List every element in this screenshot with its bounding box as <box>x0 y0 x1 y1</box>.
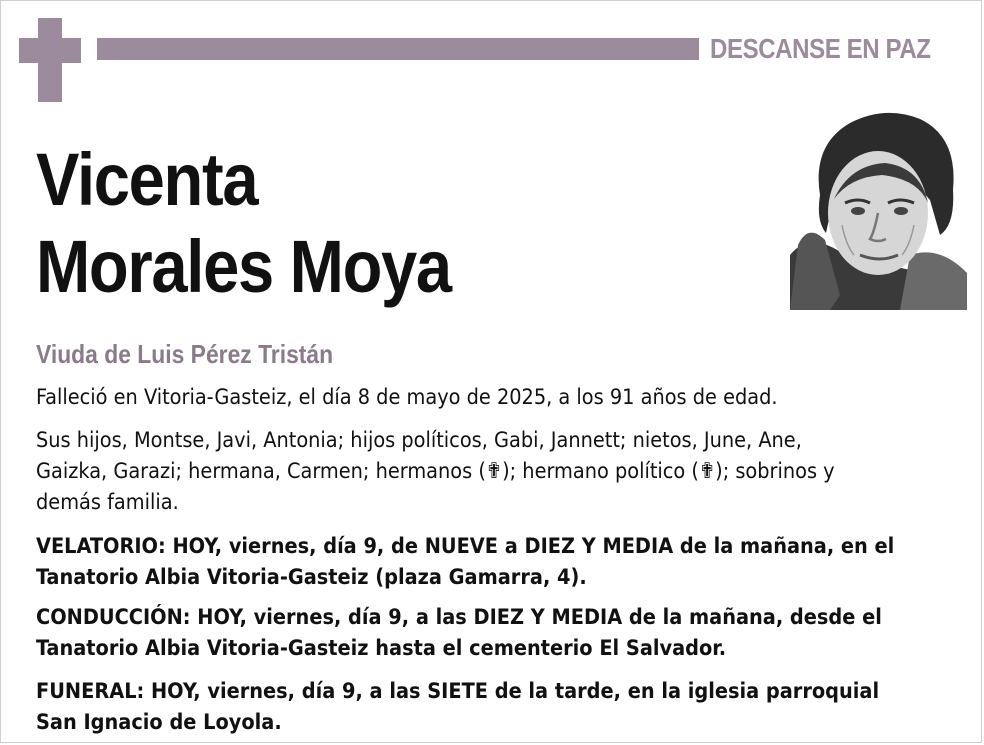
family-paragraph <box>36 425 966 518</box>
wake-line: Tanatorio Albia Vitoria-Gasteiz (plaza Gamarra, 4). <box>36 565 587 590</box>
death-paragraph <box>36 382 966 413</box>
procession-line: Tanatorio Albia Vitoria-Gasteiz hasta el cementerio El Salvador. <box>36 636 727 661</box>
deceased-first-name: Vicenta <box>36 138 258 221</box>
family-line: demás familia. <box>36 490 179 515</box>
portrait-photo <box>790 105 967 310</box>
deceased-name <box>36 136 451 310</box>
cross-horizontal-bar <box>19 38 81 63</box>
funeral-line: San Ignacio de Loyola. <box>36 710 282 735</box>
wake-paragraph <box>36 531 966 593</box>
widow-of-line: Viuda de Luis Pérez Tristán <box>36 339 334 369</box>
funeral-paragraph <box>36 676 966 738</box>
header-rule <box>97 38 699 60</box>
procession-paragraph <box>36 602 966 664</box>
procession-line: CONDUCCIÓN: HOY, viernes, día 9, a las DIEZ Y MEDIA de la mañana, desde el <box>36 605 882 630</box>
death-line: Falleció en Vitoria-Gasteiz, el día 8 de mayo de 2025, a los 91 años de edad. <box>36 385 778 410</box>
header-tagline: DESCANSE EN PAZ <box>710 33 931 64</box>
family-line: Sus hijos, Montse, Javi, Antonia; hijos políticos, Gabi, Jannett; nietos, June, Ane, <box>36 428 802 453</box>
deceased-surnames: Morales Moya <box>36 225 451 308</box>
funeral-line: FUNERAL: HOY, viernes, día 9, a las SIETE de la tarde, en la iglesia parroquial <box>36 679 880 704</box>
wake-line: VELATORIO: HOY, viernes, día 9, de NUEVE a DIEZ Y MEDIA de la mañana, en el <box>36 534 895 559</box>
family-line: Gaizka, Garazi; hermana, Carmen; hermanos (✟); hermano político (✟); sobrinos y <box>36 459 835 484</box>
